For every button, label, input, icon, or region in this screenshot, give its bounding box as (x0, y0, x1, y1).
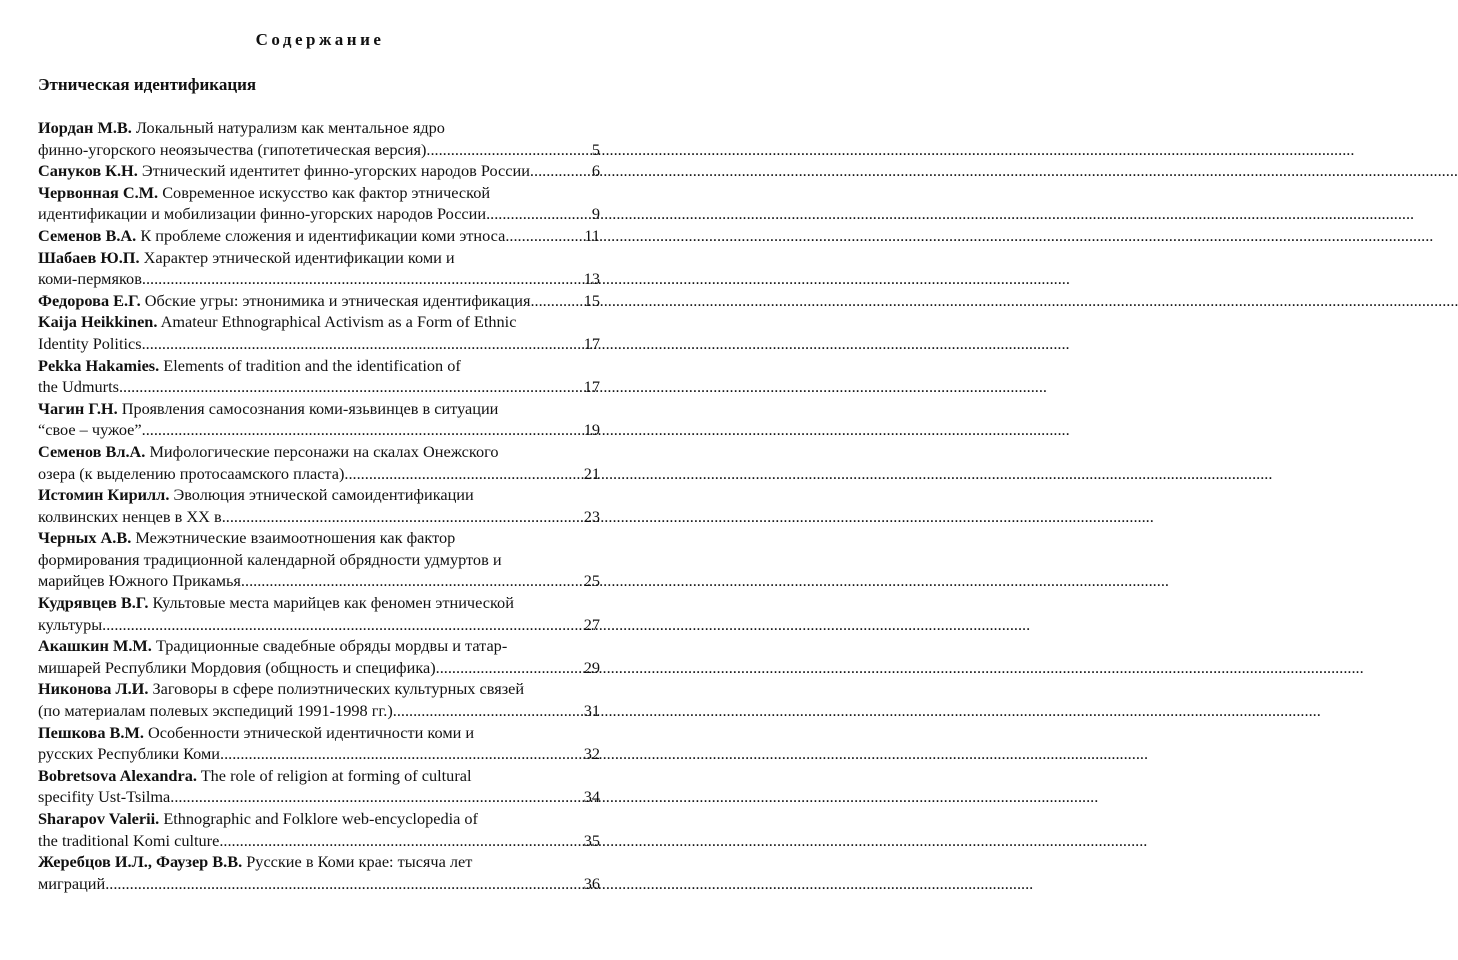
toc-entry-title: Amateur Ethnographical Activism as a Form of Ethnic (160, 312, 517, 332)
toc-entry-line (38, 786, 600, 808)
toc-entry-title: Культовые места марийцев как феномен этнической (152, 593, 514, 613)
toc-entry-page-number: 25 (583, 571, 600, 591)
toc-entry-title: озера (к выделению протосаамского пласта) (38, 463, 345, 483)
toc-entry-line (38, 290, 600, 312)
dot-leader (393, 700, 583, 722)
toc-entry-line (38, 268, 600, 290)
toc-entry-page-number: 27 (583, 614, 600, 634)
toc-entry-line (38, 678, 600, 700)
toc-entry (38, 851, 600, 894)
page-title: Содержание (255, 30, 385, 49)
toc-entry-title: Ethnographic and Folklore web-encyclopedia of (163, 809, 478, 828)
toc-entry-title: “свое – чужое” (38, 420, 142, 440)
toc-entry-title: specifity Ust-Tsilma (38, 787, 171, 807)
dot-leader (220, 743, 583, 765)
toc-entry-title: коми-пермяков (38, 269, 142, 289)
toc-entry-text (38, 160, 530, 182)
toc-entry-title: Identity Politics (38, 333, 142, 353)
toc-entry (38, 765, 600, 808)
toc-entry-text (38, 290, 530, 312)
toc-entry-title: Межэтнические взаимоотношения как фактор (135, 528, 456, 548)
dot-leader (344, 463, 582, 485)
toc-entry-line (38, 463, 600, 485)
dot-leader (426, 139, 590, 161)
dot-leader (142, 333, 583, 355)
toc-entry-line (38, 700, 600, 722)
toc-entry (38, 678, 600, 721)
toc-entry-title: мишарей Республики Мордовия (общность и специфика) (38, 657, 436, 677)
dot-leader (105, 873, 583, 895)
toc-entry-author: Bobretsova Alexandra. (38, 765, 197, 785)
toc-entry-page-number: 13 (583, 269, 600, 289)
toc-entry-page-number: 32 (583, 744, 600, 764)
toc-entry-title: The role of religion at forming of cultural (200, 765, 472, 785)
toc-entry-page-number: 36 (583, 873, 600, 893)
dot-leader (241, 570, 583, 592)
dot-leader (102, 614, 583, 636)
toc-entry-page-number: 17 (583, 377, 600, 397)
toc-entry-page-number: 34 (583, 787, 600, 807)
toc-entry-line (38, 808, 600, 830)
toc-entry-page-number: 6 (591, 161, 600, 181)
toc-entry-title: Проявления самосознания коми-язьвинцев в ситуации (121, 398, 499, 418)
toc-entry-line (38, 570, 600, 592)
toc-entry-line (38, 376, 600, 398)
toc-entry-title: Характер этнической идентификации коми и (143, 247, 455, 267)
dot-leader (436, 657, 583, 679)
toc-entry-page-number: 9 (591, 204, 600, 224)
toc-entry-page-number: 29 (583, 657, 600, 677)
toc-entry-line (38, 743, 600, 765)
toc-entry-title: (по материалам полевых экспедиций 1991-1998 гг.) (38, 701, 393, 721)
toc-entry (38, 398, 600, 441)
toc-entry-author: Пешкова В.М. (38, 722, 144, 742)
toc-entry-title: идентификации и мобилизации финно-угорских народов России (38, 204, 487, 224)
toc-entry (38, 527, 600, 592)
toc-entry (38, 290, 600, 312)
toc-entry-title: марийцев Южного Прикамья (38, 571, 241, 591)
toc-entry-title: Этнический идентитет финно-угорских народов России (141, 161, 530, 181)
toc-entry-line (38, 247, 600, 269)
toc-entry-title: Особенности этнической идентичности коми и (148, 722, 475, 742)
toc-entry-title: Эволюция этнической самоидентификации (173, 485, 474, 505)
toc-entry-author: Pekka Hakamies. (38, 355, 160, 375)
toc-entry-author: Никонова Л.И. (38, 679, 149, 699)
toc-entry (38, 722, 600, 765)
toc-entry (38, 808, 600, 851)
toc-entry (38, 635, 600, 678)
toc-entry-title: the traditional Komi culture (38, 830, 220, 850)
toc-entry-title: Современное искусство как фактор этнической (162, 182, 491, 202)
toc-entry (38, 355, 600, 398)
toc-entry-title: миграций (38, 873, 106, 893)
dot-leader (486, 203, 591, 225)
toc-entry-line (38, 117, 600, 139)
toc-entry-author: Кудрявцев В.Г. (38, 593, 149, 613)
toc-entry-line (38, 182, 600, 204)
dot-leader (142, 419, 583, 441)
toc-entry-author: Жеребцов И.Л., Фаузер В.В. (38, 852, 243, 872)
toc-entry-author: Kaija Heikkinen. (38, 312, 158, 332)
toc-entry-text (38, 225, 505, 247)
toc-entry-title: Русские в Коми крае: тысяча лет (246, 852, 473, 872)
toc-entry-line (38, 830, 600, 852)
toc-entry (38, 592, 600, 635)
dot-leader (530, 290, 582, 312)
toc-entry-line (38, 592, 600, 614)
toc-entry-page-number: 17 (583, 333, 600, 353)
toc-entry-author: Черных А.В. (38, 528, 132, 548)
toc-entry-page-number: 15 (583, 290, 600, 310)
dot-leader (170, 786, 582, 808)
document-page (0, 0, 640, 960)
toc-entry-line (38, 419, 600, 441)
toc-entry-author: Акашкин М.М. (38, 636, 152, 656)
toc-entry-author: Семенов В.А. (38, 225, 137, 245)
toc-entry (38, 311, 600, 354)
toc-entry-author: Иордан М.В. (38, 118, 132, 137)
toc-entry-title: the Udmurts (38, 377, 119, 397)
toc-entry-line (38, 355, 600, 377)
toc-entry-author: Sharapov Valerii. (38, 809, 160, 828)
toc-entry-line (38, 160, 600, 182)
toc-entry-page-number: 11 (584, 225, 600, 245)
toc-entry-title: Заговоры в сфере полиэтнических культурных связей (152, 679, 525, 699)
toc-entry-page-number: 23 (583, 506, 600, 526)
toc-entry-title: культуры (38, 614, 103, 634)
toc-entry-title: формирования традиционной календарной обрядности удмуртов и (38, 549, 502, 569)
toc-entry-title: финно-угорского неоязычества (гипотетическая версия) (38, 139, 427, 159)
toc-entry-author: Чагин Г.Н. (38, 398, 118, 418)
toc-entry-line (38, 398, 600, 420)
dot-leader (142, 268, 583, 290)
toc-entry-author: Семенов Вл.А. (38, 441, 146, 461)
toc-entry-author: Федорова Е.Г. (38, 290, 141, 310)
toc-entry-line (38, 765, 600, 787)
toc-entry-page-number: 19 (583, 420, 600, 440)
toc-entry-title: колвинских ненцев в XX в. (38, 506, 226, 526)
toc-entry-author: Шабаев Ю.П. (38, 247, 140, 267)
toc-entry-title: Мифологические персонажи на скалах Онежского (149, 441, 499, 461)
dot-leader (530, 160, 591, 182)
toc-entry-author: Червонная С.М. (38, 182, 159, 202)
table-of-contents (38, 117, 600, 894)
toc-entry-line (38, 441, 600, 463)
toc-entry-line (38, 549, 600, 571)
toc-entry-page-number: 5 (591, 139, 600, 159)
toc-entry-line (38, 506, 600, 528)
toc-entry-line (38, 484, 600, 506)
toc-entry-page-number: 21 (583, 463, 600, 483)
toc-entry-line (38, 527, 600, 549)
toc-entry-title: русских Республики Коми (38, 744, 220, 764)
toc-entry-title: Elements of tradition and the identification of (163, 355, 461, 375)
toc-entry-title: К проблеме сложения и идентификации коми этноса (140, 225, 506, 245)
toc-entry-line (38, 873, 600, 895)
toc-entry-title: Локальный натурализм как ментальное ядро (135, 118, 445, 137)
toc-entry (38, 160, 600, 182)
dot-leader (219, 830, 582, 852)
toc-entry (38, 484, 600, 527)
toc-entry-line (38, 139, 600, 161)
dot-leader (226, 506, 583, 528)
toc-entry-author: Сануков К.Н. (38, 161, 138, 181)
toc-entry (38, 182, 600, 225)
dot-leader (505, 225, 583, 247)
toc-entry-page-number: 35 (583, 830, 600, 850)
toc-entry-line (38, 614, 600, 636)
toc-entry-line (38, 333, 600, 355)
dot-leader (119, 376, 583, 398)
toc-entry-page-number: 31 (583, 701, 600, 721)
toc-entry-line (38, 657, 600, 679)
toc-entry (38, 225, 600, 247)
toc-entry-line (38, 635, 600, 657)
toc-entry-line (38, 203, 600, 225)
toc-entry (38, 441, 600, 484)
toc-entry-author: Истомин Кирилл. (38, 485, 170, 505)
toc-entry-title: Традиционные свадебные обряды мордвы и татар- (155, 636, 508, 656)
section-heading: Этническая идентификация (38, 75, 257, 94)
toc-entry (38, 117, 600, 160)
toc-entry-line (38, 851, 600, 873)
toc-entry-line (38, 722, 600, 744)
toc-entry-title: Обские угры: этнонимика и этническая идентификация (144, 290, 531, 310)
toc-entry-line (38, 225, 600, 247)
toc-entry-line (38, 311, 600, 333)
toc-entry (38, 247, 600, 290)
